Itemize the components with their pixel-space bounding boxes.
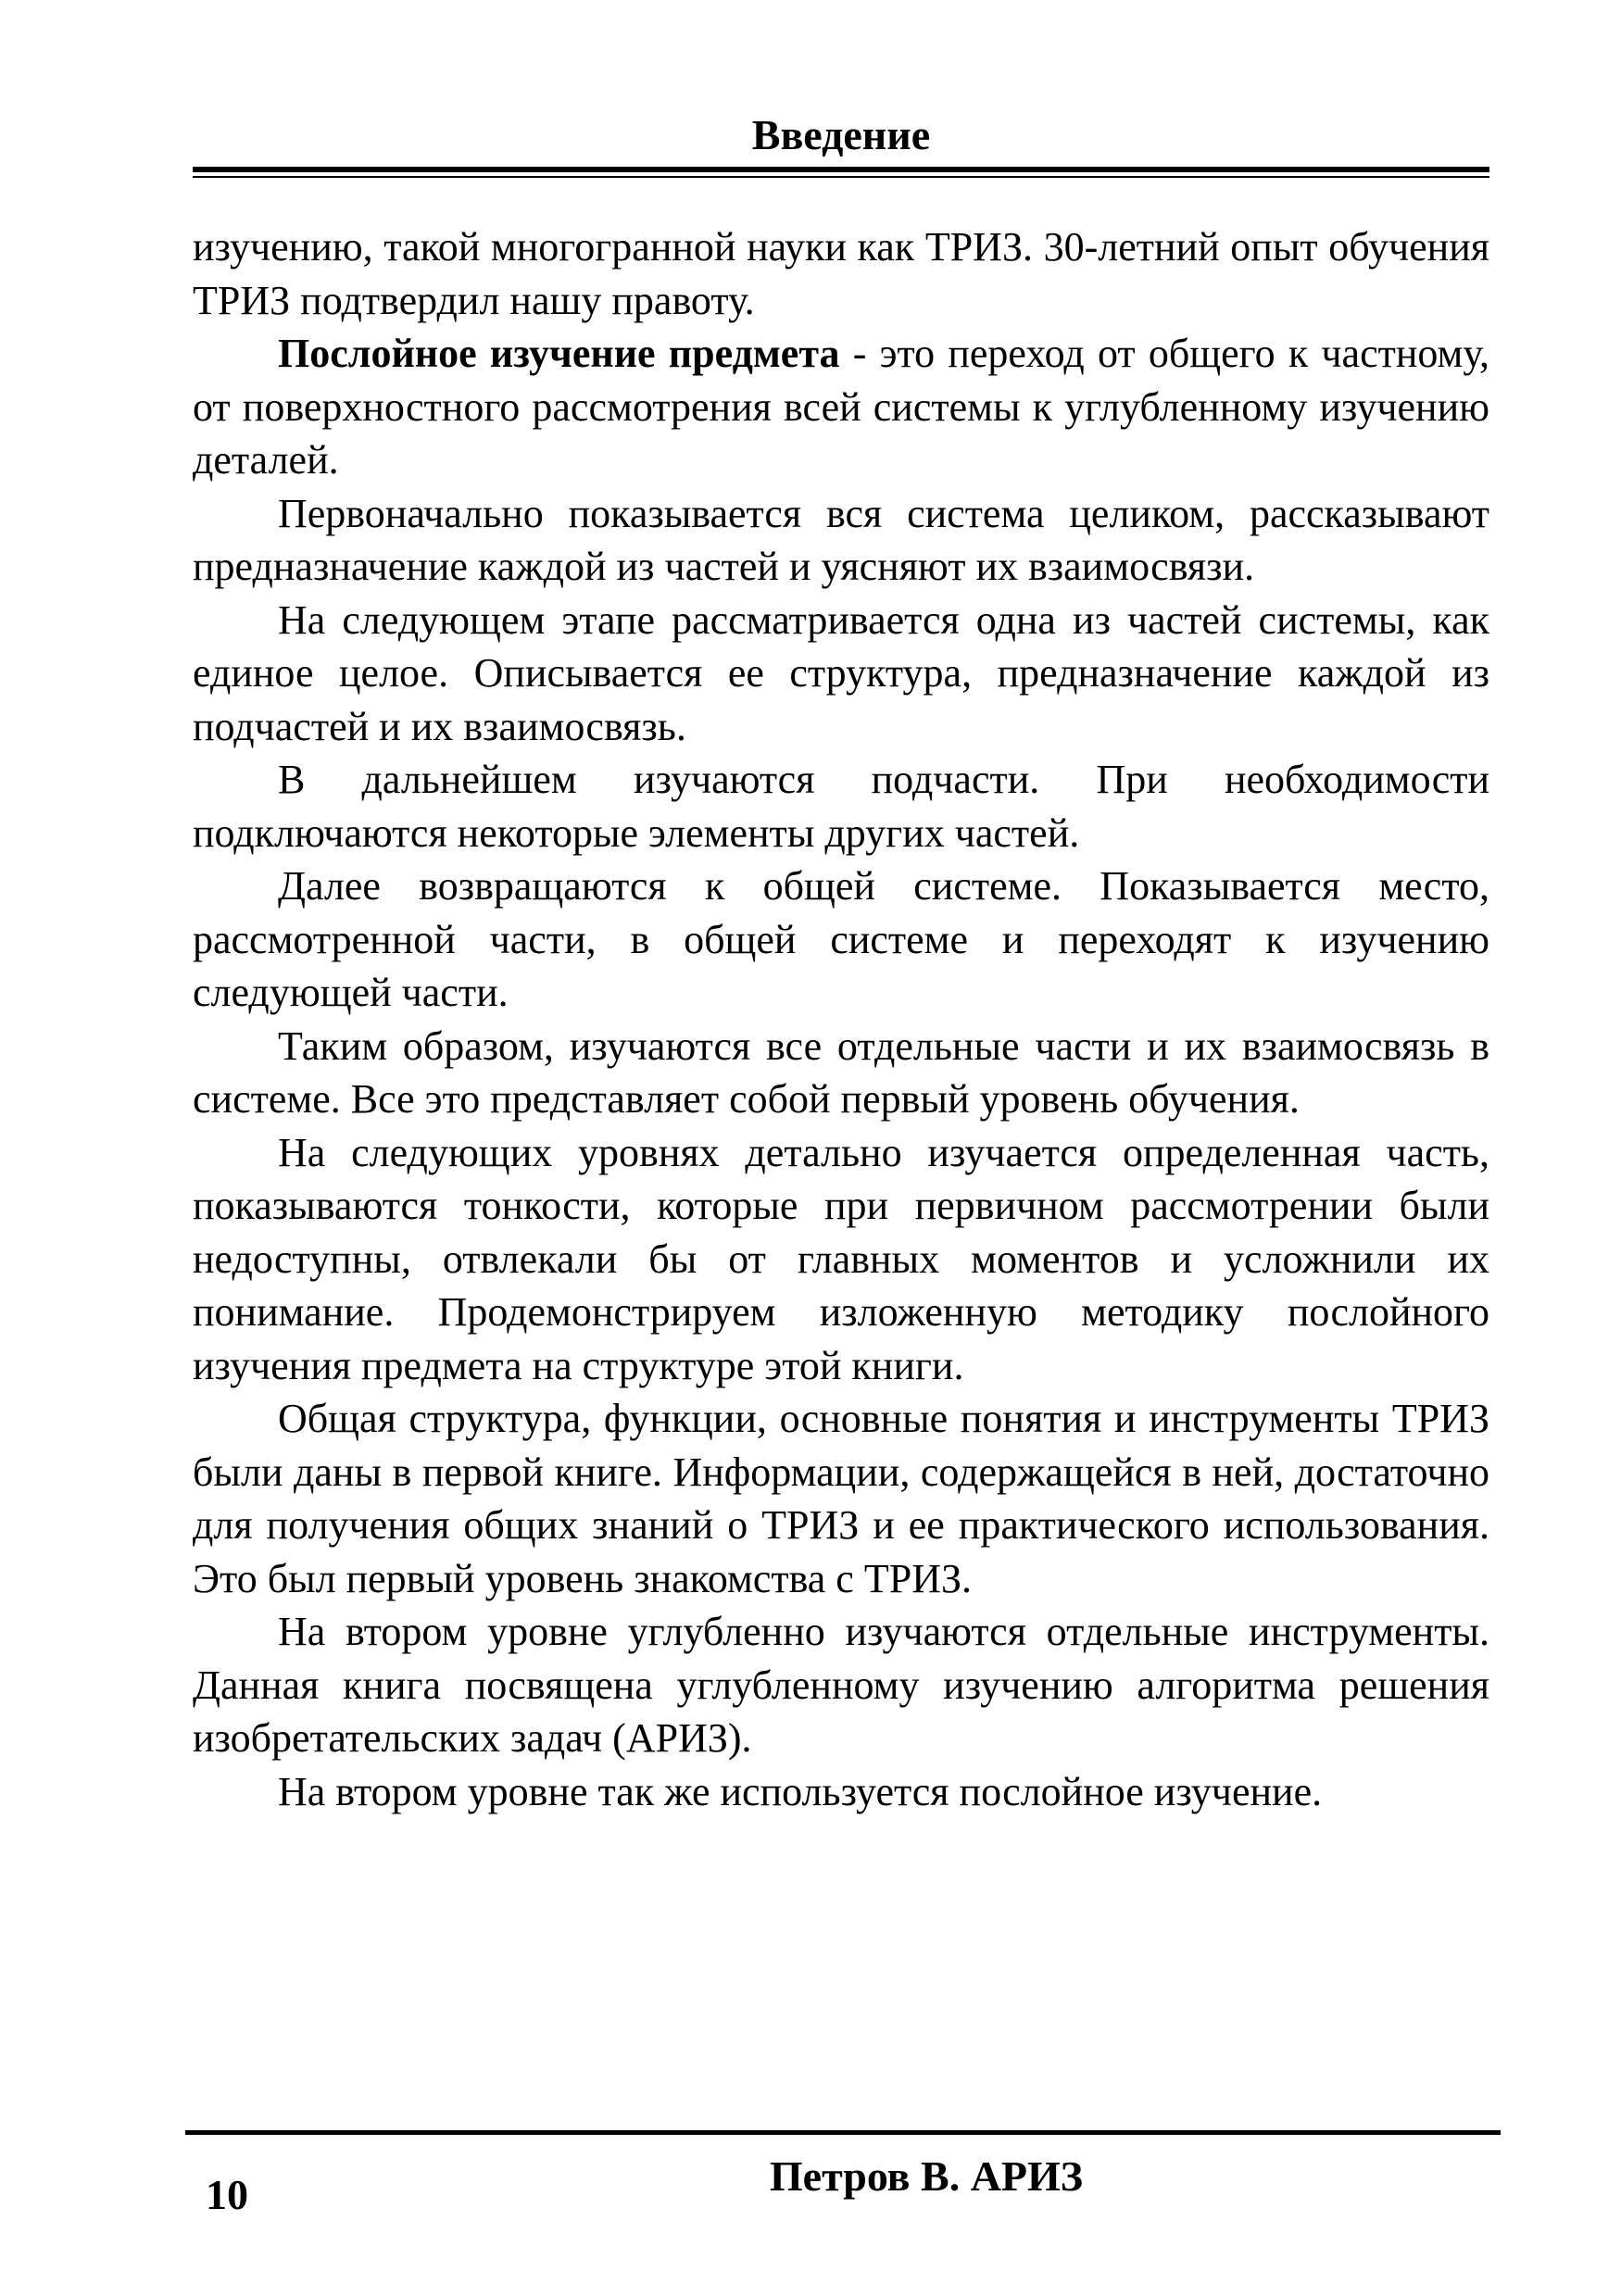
body-text: [193, 220, 1489, 1818]
paragraph: На втором уровне так же используется послойное изучение.: [278, 1768, 1323, 1814]
paragraph: На следующем этапе рассматривается одна из частей системы, как единое целое. Описывается ее структура, предназначение каждой из подчастей и их взаимосвязь.: [193, 596, 1489, 749]
term-bold: Послойное изучение предмета: [278, 331, 840, 376]
paragraph: Общая структура, функции, основные понятия и инструменты ТРИЗ были даны в первой книге. Информации, содержащейся в ней, достаточно для получения общих знаний о ТРИЗ и ее практического использования. Это был первый уровень знакомства с ТРИЗ.: [193, 1396, 1489, 1601]
paragraph: На следующих уровнях детально изучается определенная часть, показываются тонкости, которые при первичном рассмотрении были недоступны, отвлекали бы от главных моментов и усложнили их понимание. Продемонстрируем изложенную методику послойного изучения предмета на структуре этой книги.: [193, 1129, 1489, 1388]
paragraph: В дальнейшем изучаются подчасти. При необходимости подключаются некоторые элементы других частей.: [193, 757, 1489, 856]
page-number: 10: [206, 2171, 248, 2218]
running-header-title: Введение: [751, 111, 931, 158]
running-footer-title: Петров В. АРИЗ: [769, 2152, 1084, 2200]
header-rule-thick: [193, 167, 1489, 172]
paragraph: изучению, такой многогранной науки как ТРИЗ. 30-летний опыт обучения ТРИЗ подтвердил нашу правоту.: [193, 224, 1489, 323]
paragraph: Послойное изучение предмета - это переход от общего к частному, от поверхностного рассмотрения всей системы к углубленному изучению деталей.: [193, 331, 1489, 483]
paragraph: Таким образом, изучаются все отдельные части и их взаимосвязь в системе. Все это представляет собой первый уровень обучения.: [193, 1023, 1489, 1122]
paragraph: Первоначально показывается вся система целиком, рассказывают предназначение каждой из частей и уясняют их взаимосвязи.: [193, 490, 1489, 589]
paragraph: Далее возвращаются к общей системе. Показывается место, рассмотренной части, в общей системе и переходят к изучению следующей части.: [193, 863, 1489, 1015]
header-rule-thin: [193, 176, 1489, 178]
paragraph: На втором уровне углубленно изучаются отдельные инструменты. Данная книга посвящена углубленному изучению алгоритма решения изобретательских задач (АРИЗ).: [193, 1609, 1489, 1761]
footer-rule: [185, 2130, 1501, 2135]
